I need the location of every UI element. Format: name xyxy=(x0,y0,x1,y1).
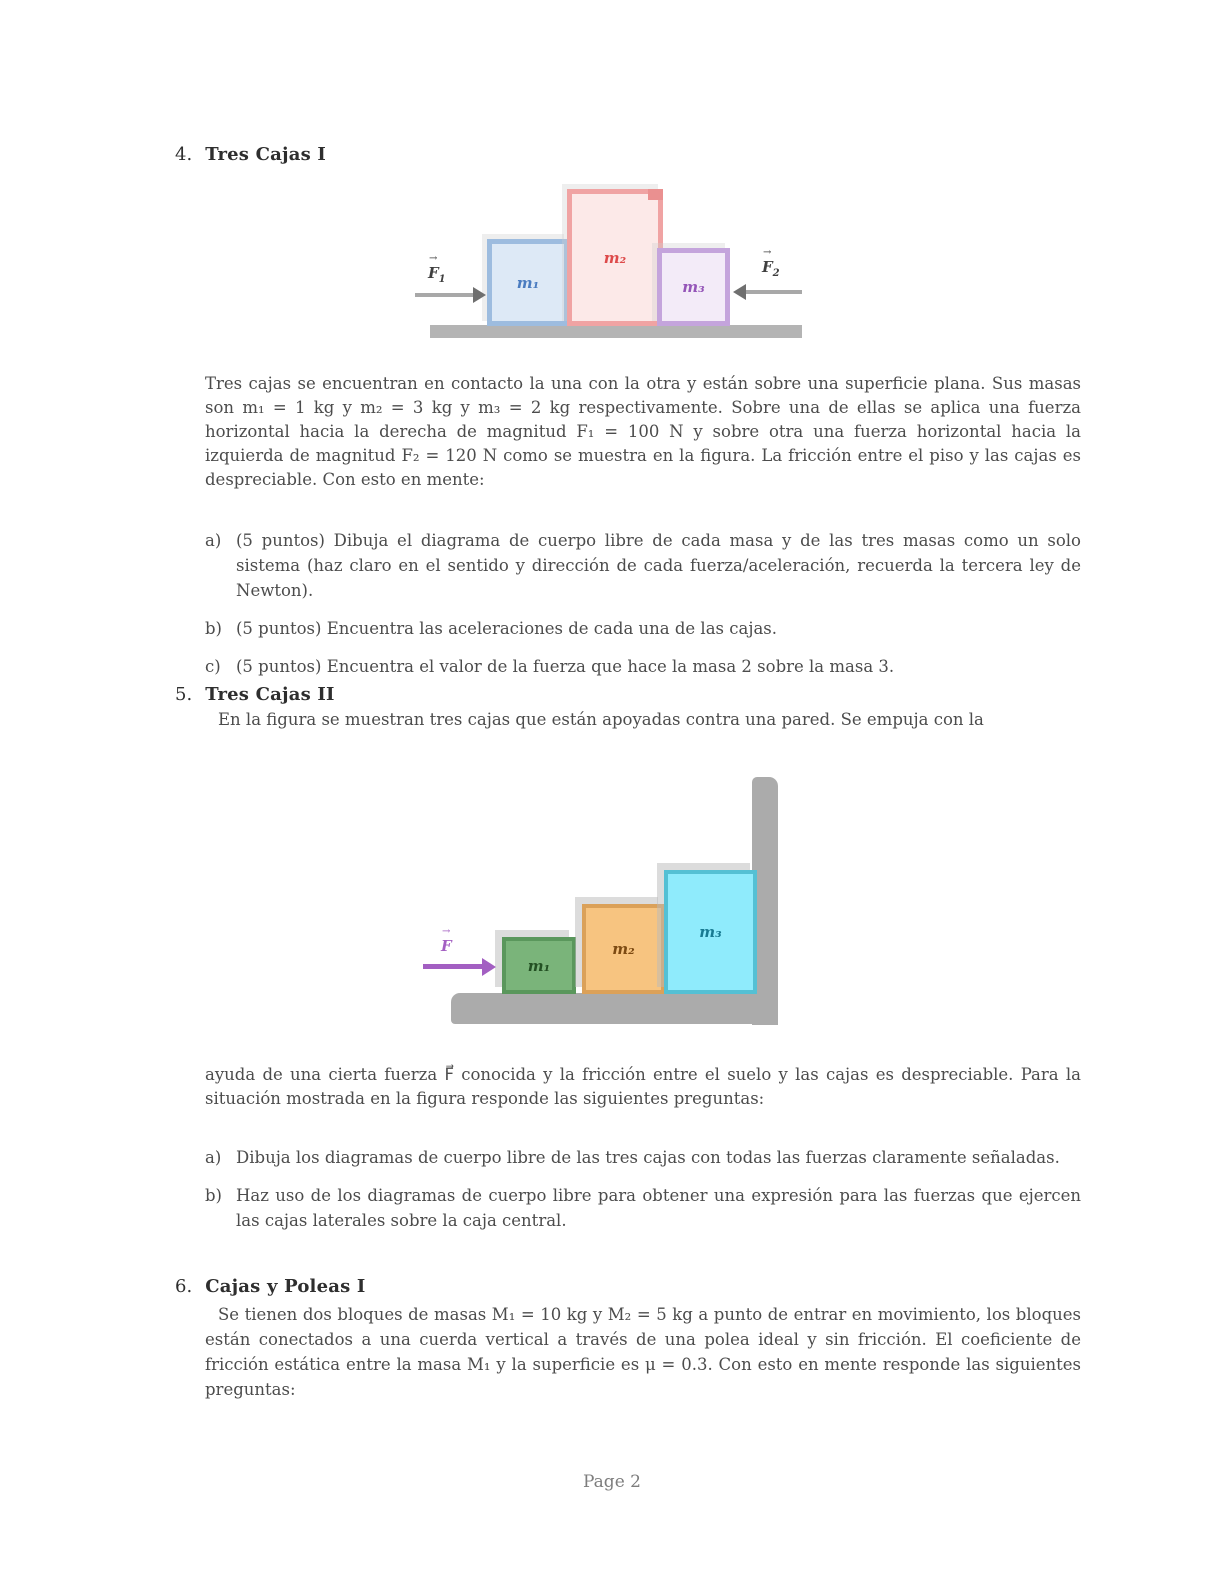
figure2-box-m1-label: m₁ xyxy=(527,956,551,975)
problem-5-intro: En la figura se muestran tres cajas que están apoyadas contra una pared. Se empuja con la xyxy=(218,710,984,729)
force-f-arrow-icon xyxy=(482,958,496,976)
problem-5-title: Tres Cajas II xyxy=(205,684,335,705)
problem-4-header xyxy=(175,144,326,165)
figure1-box-m1 xyxy=(487,239,569,326)
figure2-box-m3 xyxy=(664,870,757,994)
problem-5-items xyxy=(205,1145,1081,1246)
problem-5-body: ayuda de una cierta fuerza F⃗ conocida y la fricción entre el suelo y las cajas es despreciable. Para la situación mostrada en la figura responde las siguientes preguntas: xyxy=(205,1065,1081,1108)
item-text: Dibuja los diagramas de cuerpo libre de las tres cajas con todas las fuerzas claramente señaladas. xyxy=(236,1148,1060,1167)
item-label: b) xyxy=(205,1186,222,1205)
item-label: a) xyxy=(205,1148,222,1167)
item-label: a) xyxy=(205,531,222,550)
list-item-a xyxy=(205,1145,1081,1170)
figure2-box-m3-label: m₃ xyxy=(699,923,722,941)
vector-arrow-icon: → xyxy=(429,253,438,264)
problem-4-body: Tres cajas se encuentran en contacto la una con la otra y están sobre una superficie plana. Sus masas son m₁ = 1 kg y m₂ = 3 kg y m₃ = 2 kg respectivamente. Sobre una de ellas se aplica una fuerza horizontal hacia la derecha de magnitud F₁ = 100 N y sobre otra una fuerza horizontal hacia la izquierda de magnitud F₂ = 120 N como se muestra en la figura. La fricción entre el piso y las cajas es despreciable. Con esto en mente: xyxy=(205,374,1081,489)
figure1-box-m3-label: m₃ xyxy=(682,278,705,296)
problem-6-title: Cajas y Poleas I xyxy=(205,1276,366,1297)
figure1-box-m2-label: m₂ xyxy=(603,248,627,267)
figure1-box-m2-corner xyxy=(648,189,663,200)
item-text: (5 puntos) Encuentra las aceleraciones de cada una de las cajas. xyxy=(236,619,778,638)
force-f1-arrow-line xyxy=(415,293,475,297)
problem-6-body: Se tienen dos bloques de masas M₁ = 10 kg y M₂ = 5 kg a punto de entrar en movimiento, los bloques están conectados a una cuerda vertical a través de una polea ideal y sin fricción. El coeficiente de fricción estática entre la masa M₁ y la superficie es μ = 0.3. Con esto en mente responde las siguientes preguntas: xyxy=(205,1305,1081,1399)
figure1-box-m3 xyxy=(657,248,730,326)
list-item-b xyxy=(205,1183,1081,1233)
problem-5-header xyxy=(175,684,335,705)
figure2-box-m2 xyxy=(582,904,665,994)
item-text: (5 puntos) Encuentra el valor de la fuerza que hace la masa 2 sobre la masa 3. xyxy=(236,657,895,676)
force-f1-arrow-icon xyxy=(473,287,486,303)
item-text: (5 puntos) Dibuja el diagrama de cuerpo libre de cada masa y de las tres masas como un solo sistema (haz claro en el sentido y dirección de cada fuerza/aceleración, recuerda la tercera ley de Newton). xyxy=(236,531,1081,600)
problem-6-number: 6. xyxy=(175,1276,193,1297)
force-f2-arrow-icon xyxy=(733,284,746,300)
item-label: b) xyxy=(205,619,222,638)
list-item-c xyxy=(205,654,1081,679)
force-f-arrow-line xyxy=(423,964,485,969)
vector-arrow-icon: → xyxy=(763,247,772,258)
problem-5-number: 5. xyxy=(175,684,193,705)
page-number: Page 2 xyxy=(583,1472,641,1492)
item-text: Haz uso de los diagramas de cuerpo libre para obtener una expresión para las fuerzas que ejercen las cajas laterales sobre la caja central. xyxy=(236,1186,1081,1230)
force-f1-label: → $F_1$ xyxy=(428,253,446,285)
force-f2-arrow-line xyxy=(744,290,802,294)
figure2-box-m1 xyxy=(502,937,576,994)
item-label: c) xyxy=(205,657,221,676)
force-f-label: → F xyxy=(441,926,452,955)
problem-4-title: Tres Cajas I xyxy=(205,144,326,165)
figure2-box-m2-label: m₂ xyxy=(612,940,635,958)
problem-6-header xyxy=(175,1276,366,1297)
problem-4-items xyxy=(205,528,1081,692)
figure1-box-m1-label: m₁ xyxy=(516,273,540,292)
force-f2-label: → $F_2$ xyxy=(762,247,780,279)
figure1-floor xyxy=(430,325,802,338)
vector-arrow-icon: → xyxy=(442,926,451,937)
figure2-floor xyxy=(451,993,778,1024)
list-item-a xyxy=(205,528,1081,603)
list-item-b xyxy=(205,616,1081,641)
problem-4-number: 4. xyxy=(175,144,193,165)
figure1-box-m2 xyxy=(567,189,663,326)
